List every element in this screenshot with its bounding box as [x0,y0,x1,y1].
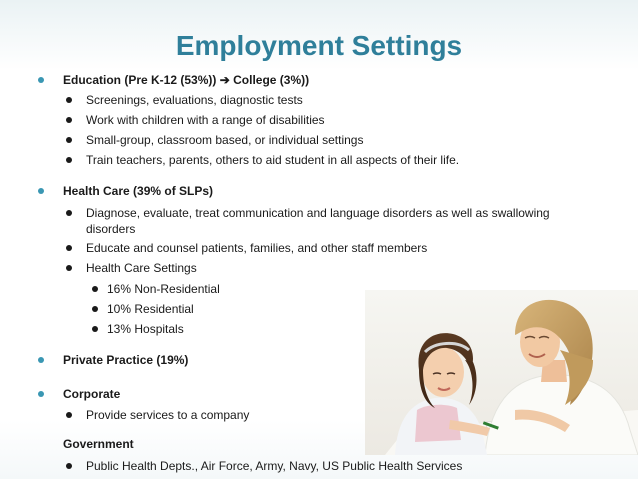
setting-item: 13% Hospitals [107,322,184,336]
bullet-dot [38,391,44,397]
government-item: Public Health Depts., Air Force, Army, Navy, US Public Health Services [86,459,463,473]
bullet-dot [66,245,72,251]
bullet-dot [38,188,44,194]
slide-title: Employment Settings [175,30,463,61]
education-item: Work with children with a range of disabilities [86,113,325,127]
bullet-dot [66,463,72,469]
bullet-dot [66,117,72,123]
corporate-item: Provide services to a company [86,408,250,422]
bullet-dot [66,412,72,418]
education-heading-pre: Education (Pre K-12 (53%)) [63,73,217,87]
health-item-line1: Diagnose, evaluate, treat communication and language disorders as well as swallowing [86,206,550,220]
bullet-dot [38,357,44,363]
education-item: Screenings, evaluations, diagnostic tests [86,93,303,107]
bullet-dot [66,265,72,271]
private-heading: Private Practice (19%) [63,353,189,367]
health-item: Health Care Settings [86,261,197,275]
bullet-dot [38,77,44,83]
health-item-line2: disorders [86,222,136,236]
teacher-child-photo [365,290,638,455]
education-heading-post: College (3%)) [233,73,310,87]
setting-item: 10% Residential [107,302,194,316]
bullet-dot [92,286,98,292]
government-heading: Government [63,437,134,451]
bullet-dot [66,97,72,103]
education-item: Small-group, classroom based, or individual settings [86,133,364,147]
arrow-icon: ➔ [219,73,230,87]
bullet-dot [66,210,72,216]
bullet-dot [66,157,72,163]
corporate-heading: Corporate [63,387,121,401]
setting-item: 16% Non-Residential [107,282,220,296]
education-heading [63,73,309,87]
photo-illustration [365,290,638,455]
health-heading: Health Care (39% of SLPs) [63,184,214,198]
bullet-dot [66,137,72,143]
education-item: Train teachers, parents, others to aid student in all aspects of their life. [86,153,460,167]
bullet-dot [92,306,98,312]
bullet-dot [92,326,98,332]
health-item: Educate and counsel patients, families, and other staff members [86,241,428,255]
